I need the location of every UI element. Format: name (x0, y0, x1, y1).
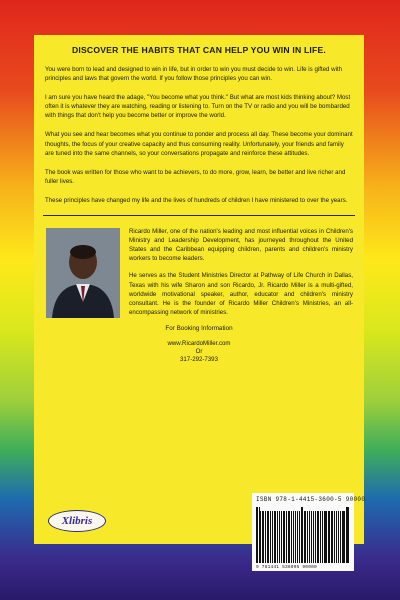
barcode-bar (336, 511, 338, 563)
barcode-bar (277, 511, 279, 563)
bio-paragraph: Ricardo Miller, one of the nation's leading and most influential voices in Children's Ministry and Leadership Development, has journeyed throughout the United States and the Caribbean equipping children, parents and children's ministry workers to become leaders. (129, 228, 353, 263)
barcode-bar (301, 507, 303, 563)
barcode-bar (274, 511, 276, 563)
barcode-box (252, 493, 366, 571)
barcode-bar (286, 511, 287, 563)
isbn-text: ISBN 978-1-4415-3600-5 90000 (256, 496, 366, 503)
barcode-bar (256, 507, 258, 563)
barcode-bar (283, 511, 285, 563)
back-cover-panel (34, 35, 366, 570)
paragraph: You were born to lead and designed to win in life, but in order to win you must decide to win. Life is gifted with principles and laws that govern the world. If you follow those principles you can win. (45, 66, 343, 83)
paragraph: What you see and hear becomes what you continue to ponder and process all day. These become your dominant thoughts, the focus of your creative capacity and thus consuming reality. Unfortunately, your friends and family are tuned into the same channels, so your conversations propagate and reinforce these attitudes. (45, 131, 353, 157)
bio-paragraph: He serves as the Student Ministries Director at Pathway of Life Church in Dallas, Texas with his wife Sharon and son Ricardo, Jr. Ricardo Miller is a multi-gifted, worldwide motivational speaker, author, educator and children's ministry consultant. He is the founder of Ricardo Miller Children's Ministries, an all-encompassing network of ministries. (129, 272, 353, 316)
website: www.RicardoMiller.com (167, 339, 231, 347)
barcode-bar (288, 511, 290, 563)
paragraph: The book was written for those who want to be achievers, to do more, grow, learn, be better and live richer and fuller lives. (45, 168, 346, 185)
barcode-bar (279, 511, 280, 563)
barcode-bar (295, 511, 297, 563)
barcode-bar (334, 511, 335, 563)
barcode-bar (338, 511, 339, 563)
barcode-bar (342, 511, 344, 563)
barcode-bar (299, 511, 300, 563)
barcode-bar (313, 511, 314, 563)
headline: DISCOVER THE HABITS THAT CAN HELP YOU WIN IN LIFE. (72, 45, 326, 55)
divider (43, 215, 355, 216)
barcode-bar (259, 507, 260, 563)
barcode-bar (270, 511, 271, 563)
paragraph: I am sure you have heard the adage, "You become what you think." But what are most kids thinking about? Most often it is whatever they are watching, reading or listening to. Turn on the TV or radio and you will be bombarded with things that don't help you become better or improve the world. (45, 94, 351, 120)
barcode-digits: 9 781441 536005 90000 (256, 565, 317, 570)
barcode-bar (328, 511, 329, 563)
barcode-bar (272, 511, 273, 563)
author-portrait-icon (46, 228, 120, 318)
paragraph: These principles have changed my life and the lives of hundreds of children I have ministered to over the years. (45, 196, 348, 204)
barcode-bar (307, 511, 308, 563)
barcode-bar (340, 511, 341, 563)
barcode-bar (260, 511, 261, 563)
publisher-logo: Xlibris (48, 510, 106, 532)
barcode-bar (346, 507, 347, 563)
barcode-bar (320, 511, 322, 563)
barcode-bar (291, 511, 292, 563)
barcode-bar (317, 511, 319, 563)
barcode-bar (311, 511, 313, 563)
barcode-bar (329, 511, 330, 563)
booking-label: For Booking Information (165, 324, 233, 332)
barcode-bar (293, 511, 294, 563)
contact-or: Or (195, 347, 203, 355)
author-photo (46, 228, 120, 318)
barcode-bar (309, 511, 310, 563)
barcode-bar (262, 511, 264, 563)
barcode-bar (281, 511, 282, 563)
barcode-bar (331, 511, 333, 563)
barcode-bar (347, 507, 349, 563)
phone-number: 317-292-7393 (180, 355, 218, 363)
barcode-bar (322, 511, 323, 563)
barcode-bar (304, 511, 306, 563)
barcode-bar (324, 511, 326, 563)
barcode-bar (315, 511, 316, 563)
barcode-icon (256, 505, 350, 563)
barcode-bar (265, 511, 266, 563)
barcode-bar (267, 511, 269, 563)
author-bio-section (45, 227, 353, 317)
barcode-bar (297, 511, 298, 563)
